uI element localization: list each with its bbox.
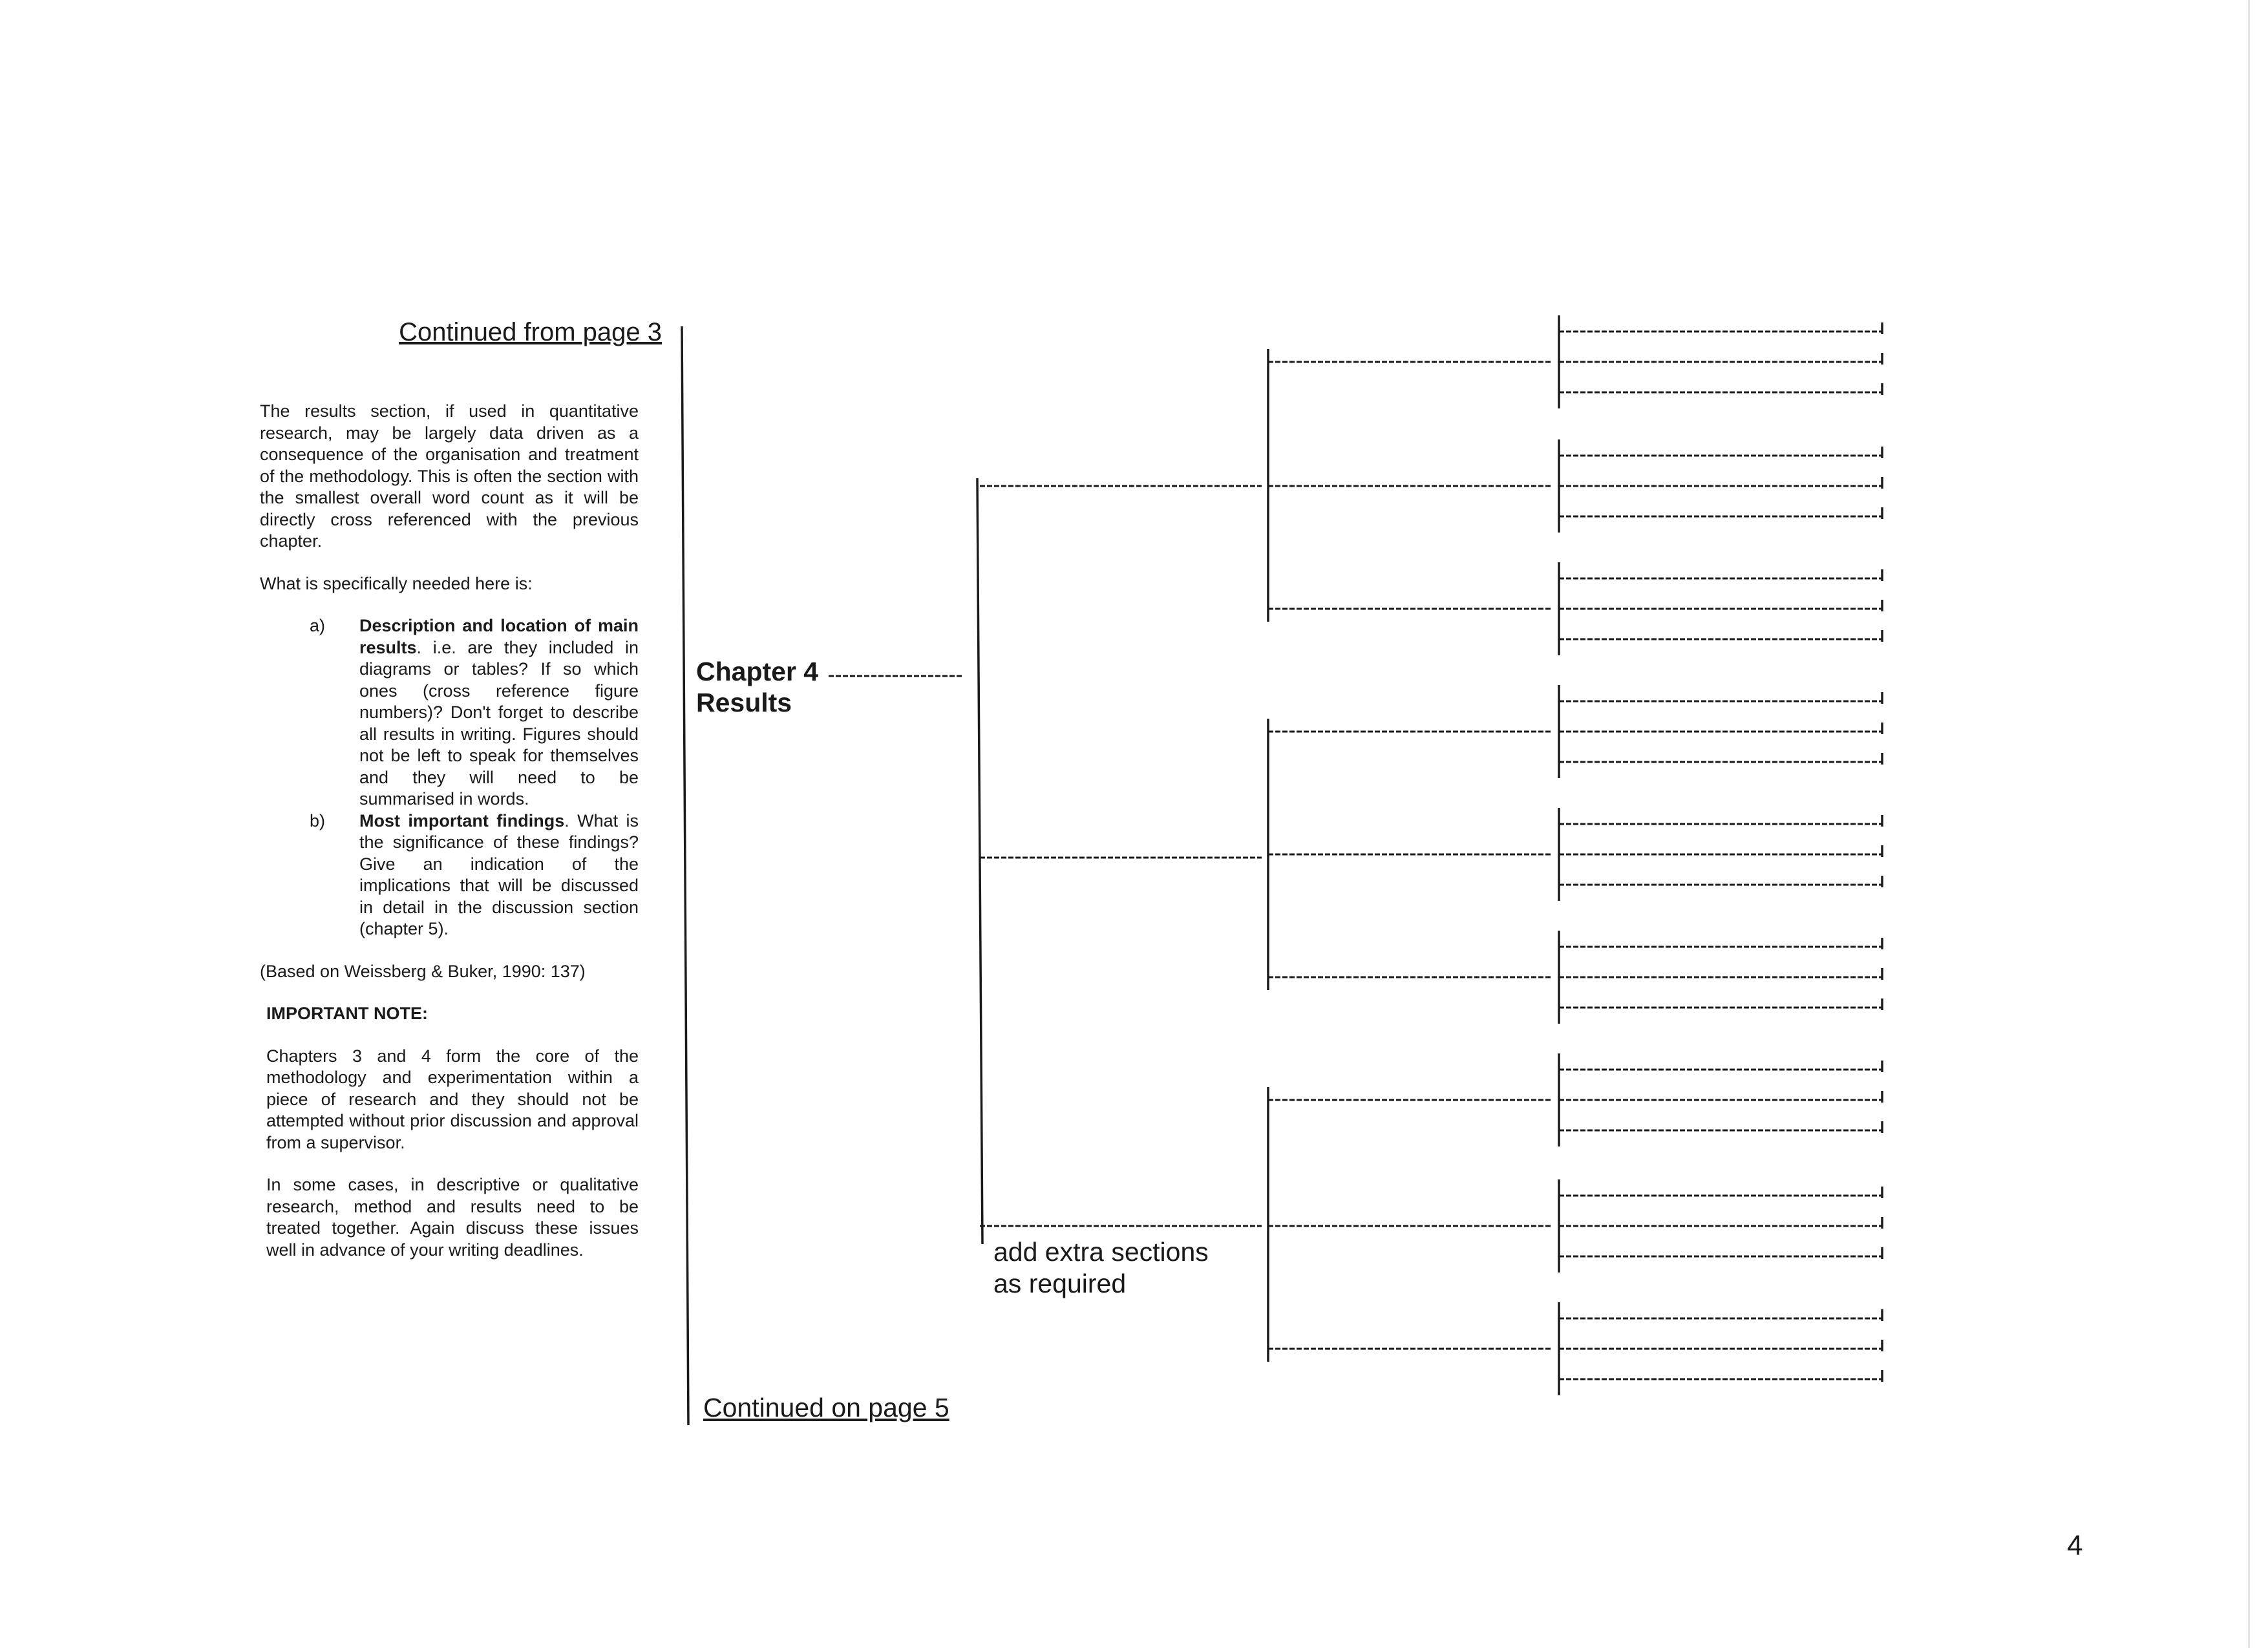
list-item-bold: Description and location of main results <box>359 616 639 657</box>
extra-sections-line: add extra sections <box>993 1237 1209 1267</box>
list-marker: a) <box>310 616 326 635</box>
main-spine-line <box>682 326 688 1425</box>
list-marker: b) <box>310 810 326 830</box>
continued-on-link[interactable]: Continued on page 5 <box>703 1393 949 1422</box>
needed-heading: What is specifically needed here is: <box>260 573 533 593</box>
qualitative-note-text: In some cases, in descriptive or qualitative research, method and results need to be treated together. Again discuss these issues well in advance of your writing deadlines. <box>266 1175 639 1260</box>
list-item-bold: Most important findings <box>359 810 565 830</box>
chapter-name: Results <box>696 688 792 717</box>
citation: (Based on Weissberg & Buker, 1990: 137) <box>260 961 586 981</box>
continued-from-link[interactable]: Continued from page 3 <box>399 318 662 346</box>
list-item-text: . What is the significance of these findings? Give an indication of the implications that will be discussed in detail in the discussion section (chapter 5). <box>359 810 639 938</box>
extra-sections-line: as required <box>993 1269 1127 1298</box>
important-note-text: Chapters 3 and 4 form the core of the methodology and experimentation within a piece of research and they should not be attempted without prior discussion and approval from a supervisor. <box>266 1046 639 1152</box>
extra-sections-note <box>993 1236 1209 1300</box>
list-item-text: . i.e. are they included in diagrams or tables? If so which ones (cross reference figure numbers)? Don't forget to describe all results in writing. Figures should not be left to speak for themselves and they will need to be summarised in words. <box>359 637 639 808</box>
intro-paragraph: The results section, if used in quantitative research, may be largely data driven as a consequence of the organisation and treatment of the methodology. This is often the section with the smallest overall word count as it will be directly cross referenced with the previous chapter. <box>260 401 639 551</box>
chapter-number: Chapter 4 <box>696 657 819 686</box>
chapter-title <box>696 656 818 718</box>
page-number: 4 <box>2067 1530 2083 1561</box>
important-note-heading: IMPORTANT NOTE: <box>266 1004 428 1023</box>
level1-spine-line <box>977 478 982 1244</box>
